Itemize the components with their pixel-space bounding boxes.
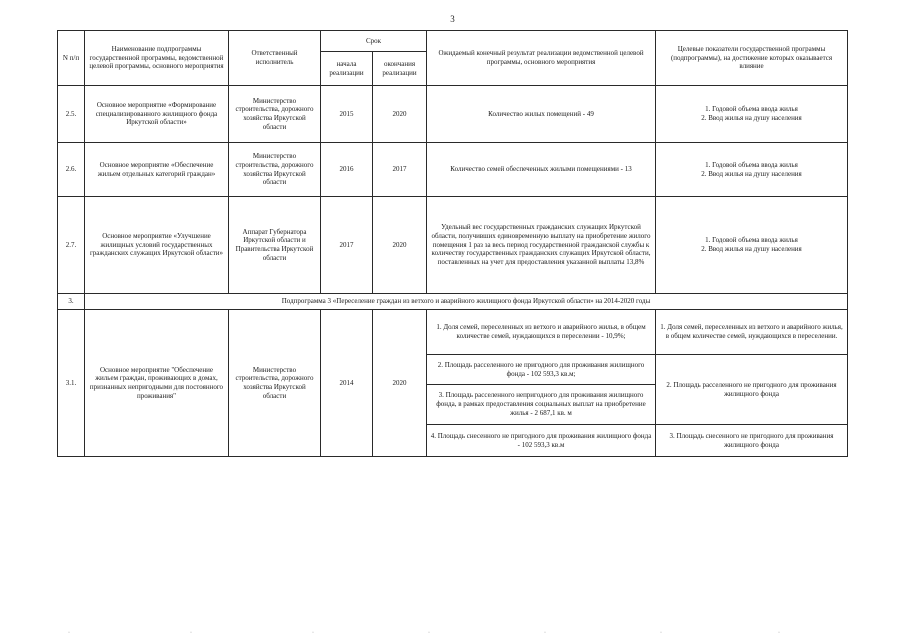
row-num: 3.1. bbox=[58, 310, 85, 457]
row-num: 3. bbox=[58, 294, 85, 310]
row-result-1: 1. Доля семей, переселенных из ветхого и аварийного жилья, в общем количестве семей, нуждающихся в переселении - 10,9%; bbox=[427, 310, 656, 355]
row-indicator-1: 1. Доля семей, переселенных из ветхого и аварийного жилья, в общем количестве семей, нуждающихся в переселении. bbox=[656, 310, 848, 355]
row-indicators: 1. Годовой объема ввода жилья 2. Ввод жилья на душу населения bbox=[656, 143, 848, 197]
header-indicators: Целевые показатели государственной программы (подпрограммы), на достижение которых оказывается влияние bbox=[656, 31, 848, 86]
row-start: 2017 bbox=[321, 197, 373, 294]
row-result-2: 2. Площадь расселенного не пригодного для проживания жилищного фонда - 102 593,3 кв.м; bbox=[427, 355, 656, 385]
row-name: Основное мероприятие «Улучшение жилищных условий государственных гражданских служащих Иркутской области» bbox=[85, 197, 229, 294]
subprogram-row bbox=[58, 294, 848, 310]
row-executor: Министерство строительства, дорожного хозяйства Иркутской области bbox=[229, 86, 321, 143]
row-name: Основное мероприятие «Формирование специализированного жилищного фонда Иркутской области» bbox=[85, 86, 229, 143]
scan-dot: · bbox=[190, 630, 192, 636]
row-end: 2020 bbox=[373, 86, 427, 143]
row-end: 2017 bbox=[373, 143, 427, 197]
table-row bbox=[58, 143, 848, 197]
row-result-3: 3. Площадь расселенного непригодного для проживания жилищного фонда, в рамках предоставления социальных выплат на приобретение жилья - 2 687,1 кв. м bbox=[427, 385, 656, 425]
header-num: N п/п bbox=[58, 31, 85, 86]
scan-dot: · bbox=[428, 630, 430, 636]
header-start: начала реализации bbox=[321, 52, 373, 86]
header-term: Срок bbox=[321, 31, 427, 52]
table-row bbox=[58, 197, 848, 294]
page-number: 3 bbox=[450, 14, 455, 24]
row-num: 2.7. bbox=[58, 197, 85, 294]
program-table bbox=[57, 30, 848, 457]
row-num: 2.5. bbox=[58, 86, 85, 143]
row-executor: Министерство строительства, дорожного хозяйства Иркутской области bbox=[229, 143, 321, 197]
row-name: Основное мероприятие «Обеспечение жильем отдельных категорий граждан» bbox=[85, 143, 229, 197]
header-end: окончания реализации bbox=[373, 52, 427, 86]
subprogram-title: Подпрограмма 3 «Переселение граждан из ветхого и аварийного жилищного фонда Иркутской области» на 2014-2020 годы bbox=[85, 294, 848, 310]
scan-dot: · bbox=[778, 630, 780, 636]
row-executor: Министерство строительства, дорожного хозяйства Иркутской области bbox=[229, 310, 321, 457]
row-indicator-2: 2. Площадь расселенного не пригодного для проживания жилищного фонда bbox=[656, 355, 848, 425]
row-indicator-3: 3. Площадь снесенного не пригодного для проживания жилищного фонда bbox=[656, 425, 848, 457]
scan-artifacts bbox=[0, 630, 905, 640]
row-result-4: 4. Площадь снесенного не пригодного для проживания жилищного фонда - 102 593,3 кв.м bbox=[427, 425, 656, 457]
scan-dot: · bbox=[660, 630, 662, 636]
scan-dot: · bbox=[68, 630, 70, 636]
row-start: 2016 bbox=[321, 143, 373, 197]
header-result: Ожидаемый конечный результат реализации ведомственной целевой программы, основного мероприятия bbox=[427, 31, 656, 86]
row-name: Основное мероприятие "Обеспечение жильем граждан, проживающих в домах, признанных непригодными для постоянного проживания" bbox=[85, 310, 229, 457]
table-row bbox=[58, 86, 848, 143]
row-result: Количество жилых помещений - 49 bbox=[427, 86, 656, 143]
table-row bbox=[58, 310, 848, 355]
row-result: Удельный вес государственных гражданских служащих Иркутской области, получивших единовременную выплату на приобретение жилого помещения 1 раз за весь период государственной гражданской службы к количеству государственных гражданских служащих Иркутской области, поставленных на учет для предоставления указанной выплаты 13,8% bbox=[427, 197, 656, 294]
row-start: 2014 bbox=[321, 310, 373, 457]
row-end: 2020 bbox=[373, 197, 427, 294]
row-num: 2.6. bbox=[58, 143, 85, 197]
scan-dot: · bbox=[312, 630, 314, 636]
row-start: 2015 bbox=[321, 86, 373, 143]
row-end: 2020 bbox=[373, 310, 427, 457]
row-executor: Аппарат Губернатора Иркутской области и Правительства Иркутской области bbox=[229, 197, 321, 294]
row-indicators: 1. Годовой объема ввода жилья 2. Ввод жилья на душу населения bbox=[656, 86, 848, 143]
row-result: Количество семей обеспеченных жилыми помещениями - 13 bbox=[427, 143, 656, 197]
scan-dot: · bbox=[544, 630, 546, 636]
header-executor: Ответственный исполнитель bbox=[229, 31, 321, 86]
header-name: Наименование подпрограммы государственной программы, ведомственной целевой программы, основного мероприятия bbox=[85, 31, 229, 86]
row-indicators: 1. Годовой объема ввода жилья 2. Ввод жилья на душу населения bbox=[656, 197, 848, 294]
table-header-row bbox=[58, 31, 848, 52]
